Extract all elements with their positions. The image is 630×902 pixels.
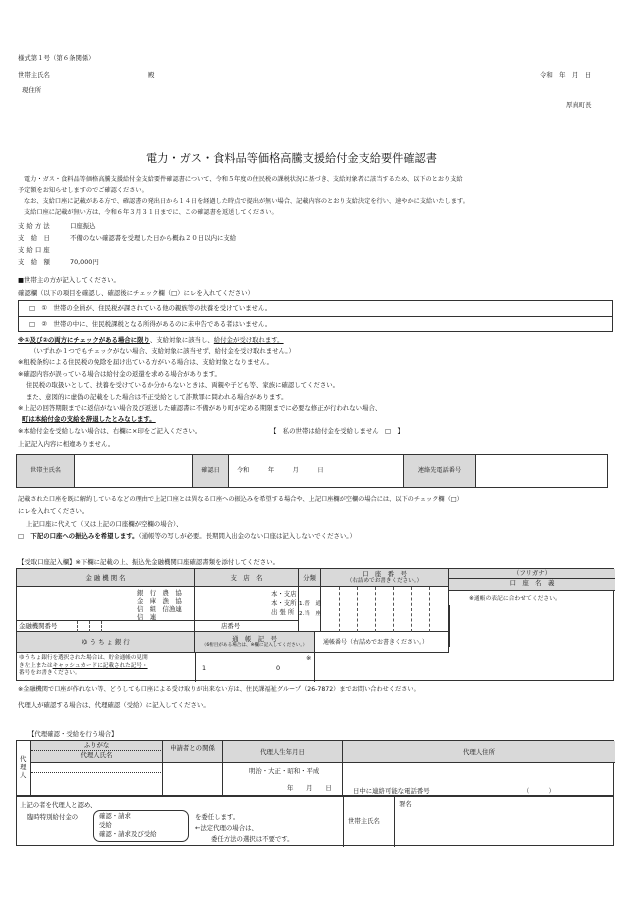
bank-col-branch-text: 支 店 名 (230, 574, 263, 582)
yucho-note (19, 655, 193, 678)
branch-code-row[interactable] (195, 621, 299, 632)
branch-type-3: 出 張 所 (271, 608, 295, 616)
account-change-note: （通帳等の写しが必要。長期間入出金のない口座は記入しないでください。） (138, 532, 356, 540)
payment-account-label: 支 給 口 座 (18, 246, 50, 254)
sign-name-label: 世帯主氏名 (17, 455, 75, 488)
acct-type-2: 2.当 座 (299, 611, 322, 617)
passbook-code-label (195, 632, 315, 653)
holder-field[interactable] (449, 605, 615, 647)
delegate-note-1: ←法定代理の場合は、 (195, 824, 258, 832)
branch-field[interactable] (195, 587, 299, 621)
proxy-heading: 【代理確認・受給を行う場合】 (28, 730, 118, 738)
account-change-4[interactable] (18, 532, 356, 540)
payment-method-value: 口座振込 (70, 222, 96, 230)
acct-type-field[interactable] (299, 587, 321, 632)
proxy-birth (223, 741, 343, 763)
account-change-2: にレを入れてください。 (18, 507, 89, 515)
branch-code-label: 店番号 (221, 622, 241, 630)
household-head-label: 世帯主氏名 (18, 71, 50, 79)
passbook-code-sub: （6桁目がある場合は、※欄に記入してください。） (201, 643, 308, 648)
bank-heading: 【受取口座記入欄】※下欄に記載の上、振込先金融機関口座確認書類を添付してください。 (18, 558, 279, 566)
bank-col-branch (195, 569, 299, 587)
proxy-name-field[interactable] (31, 773, 163, 797)
payment-method-label: 支 給 方 法 (18, 222, 50, 230)
delegate-label: 臨時特別給付金の (27, 813, 79, 821)
bank-type-3: 信 組 信漁連 (137, 605, 182, 613)
proxy-relation (163, 741, 223, 763)
address-label: 現住所 (22, 86, 42, 94)
note-1-bold: ※①及び②の両方にチェックがある場合に限り (18, 336, 150, 344)
issue-date: 令和 年 月 日 (540, 71, 592, 79)
payment-amount-value: 70,000円 (70, 258, 99, 266)
holder-note: ※通帳の表記に合わせてください。 (469, 596, 561, 602)
proxy-side (17, 741, 31, 797)
yucho-label (17, 632, 195, 653)
proxy-birth-field[interactable] (223, 763, 343, 797)
confirm-item-2[interactable]: □ ② 世帯の中に、住民税課税となる所得があるのに未申告である者はいません。 (29, 320, 272, 328)
passbook-code-text: 通 帳 記 号 (232, 635, 277, 643)
bank-code-row[interactable] (17, 621, 195, 632)
yucho-label-text: ゆ う ち ょ 銀 行 (81, 638, 130, 646)
confirm-instruction: 確認欄（以下の項目を確認し、確認後にチェック欄（□）にレを入れてください） (18, 289, 254, 297)
sign-row (16, 454, 608, 488)
bank-type-1: 銀 行 農 協 (137, 589, 182, 597)
bank-col-kana-text: （フリガナ） (512, 569, 552, 577)
bank-code-label: 金融機関番号 (19, 622, 58, 630)
proxy-name (31, 751, 163, 763)
bank-col-acct-text: 口 座 番 号 (362, 570, 407, 578)
delegate-opt-3[interactable]: 確認・請求及び受給 (99, 829, 157, 838)
bank-type-4: 信 連 (137, 613, 157, 621)
proxy-address-field[interactable] (343, 763, 615, 797)
proxy-relation-text: 申請者との関係 (170, 744, 215, 752)
proxy-birth-text: 代理人生年月日 (260, 748, 305, 756)
bank-name-field[interactable] (17, 587, 195, 621)
payment-date-label: 支 給 日 (18, 234, 50, 242)
confirm-box (18, 300, 613, 332)
note-1-end: 給付金が受け取れます。 (213, 336, 284, 344)
delegate-opt-1[interactable]: 確認・請求 (99, 812, 131, 820)
acct-number-field[interactable] (321, 587, 449, 632)
note-9: ※本給付金を受給しない場合は、右欄に×印をご記入ください。 (18, 427, 202, 435)
passbook-star: ※ (306, 654, 312, 662)
yucho-note-3: キャッシュカードに記載された記号・ (52, 662, 148, 669)
branch-type-1: 本・支店 (271, 590, 297, 598)
payment-date-value: 不備のない確認書を受理した日から概ね２０日以内に支給 (70, 234, 237, 242)
bank-col-holder-text: 口 座 名 義 (509, 579, 555, 587)
delegate-intro: 上記の者を代理人と認め、 (20, 801, 97, 809)
yucho-note-2: き左上または (19, 662, 53, 669)
proxy-furigana-text: ふりがな (83, 741, 110, 749)
note-4: ※確認内容が誤っている場合は給付金の返還を求める場合があります。 (18, 370, 221, 378)
bank-col-acct (321, 569, 449, 587)
payment-amount-label: 支 給 額 (18, 258, 50, 266)
proxy-phone-paren: （ ） (523, 787, 555, 795)
confirm-item-1[interactable]: □ ① 世帯の全員が、住民税が課されている他の親族等の扶養を受けていません。 (29, 304, 272, 312)
bank-alt-note: ※金融機関で口座が作れない等、どうしても口座による受け取りが出来ない方は、住民課福祉グループ（26-7872）までお問い合わせください。 (18, 686, 420, 693)
intro-line-4: 支給口座に記載が無い方は、令和６年３月３１日までに、この確認書を返送してください。 (24, 209, 278, 216)
proxy-furigana (31, 741, 163, 751)
intro-line-1: 電力・ガス・食料品等価格高騰支援給付金支給要件確認書について、令和５年度の住民税の課税状況に基づき、支給対象者に該当するため、以下のとおり支給 (24, 176, 463, 183)
intro-line-2: 予定額をお知らせしますのでご確認ください。 (18, 187, 148, 194)
sign-phone-field[interactable] (476, 455, 608, 488)
delegate-signature-field[interactable] (395, 797, 615, 847)
sign-date-label: 確認日 (193, 455, 229, 488)
delegate-opt-2[interactable]: 受給 (99, 820, 112, 829)
passbook-no-text: 通帳番号（右詰めでお書きください。） (323, 639, 429, 646)
yucho-note-4: 番号をお書きください。 (19, 670, 81, 677)
note-5: 住民税の取扱いとして、扶養を受けているか分からないときは、両親や子ども等、家族に確認してください。 (26, 381, 340, 389)
passbook-digit-one: 1 (202, 664, 207, 672)
bank-type-2: 金 庫 漁 協 (137, 597, 182, 605)
proxy-eras: 明治・大正・昭和・平成 (249, 767, 320, 775)
note-1 (18, 336, 284, 344)
bank-col-name-text: 金 融 機 関 名 (85, 574, 126, 582)
delegate-end: を委任します。 (195, 813, 240, 821)
bank-col-kana (449, 569, 615, 579)
sign-date-field[interactable]: 令和 年 月 日 (229, 455, 404, 488)
sign-name-field[interactable] (75, 455, 193, 488)
decline-checkbox[interactable]: 【 私の世帯は給付金を受給しません □ 】 (270, 427, 404, 435)
acct-type-1: 1.普 通 (299, 601, 322, 607)
delegate-note-2: 委任方法の選択は不要です。 (211, 835, 294, 843)
bank-col-holder (449, 579, 615, 591)
note-6: また、意図的に虚偽の記載をした場合は不正受給として詐欺罪に問われる場合があります。 (26, 393, 288, 401)
proxy-address-text: 代理人住所 (463, 748, 495, 756)
passbook-no-field[interactable] (315, 653, 449, 682)
note-3: ※租税条約による住民税の免除を届け出ている方がいる場合は、支給対象となりません。 (18, 358, 273, 366)
delegate-head-name-label (343, 797, 395, 847)
bank-col-name (17, 569, 195, 587)
section-head: ■世帯主の方が記入してください。 (18, 276, 120, 284)
proxy-phone-label: 日中に連絡可能な電話番号 (353, 787, 430, 795)
bank-col-acct-sub: （右詰めでお書きください。） (346, 578, 423, 584)
proxy-side-label: 代理人 (20, 755, 27, 779)
delegation-box (16, 796, 614, 846)
form-number: 様式第１号（第６条関係） (18, 54, 95, 62)
honorific: 殿 (148, 71, 155, 79)
proxy-ymd: 年 月 日 (287, 784, 332, 792)
branch-type-2: 本・支所 (271, 599, 297, 607)
account-change-check[interactable]: □ 下記の口座への振込みを希望します。 (18, 532, 139, 540)
note-10: 上記記入内容に相違ありません。 (18, 440, 115, 448)
passbook-no-label (315, 632, 449, 653)
delegate-head-name-text: 世帯主氏名 (348, 817, 380, 825)
proxy-address (343, 741, 615, 763)
sign-phone-label: 連絡先電話番号 (404, 455, 476, 488)
account-change-1: 記載された口座を既に解約しているなどの理由で上記口座とは異なる口座への振込みを希望する場合や、上記口座欄が空欄の場合には、以下のチェック欄（□） (18, 496, 463, 503)
intro-line-3: なお、支給口座に記載がある方で、確認書の発出日から１４日を経過した時点で提出が無い場合、記載内容のとおり支給決定を行い、速やかに支給いたします。 (24, 198, 469, 205)
note-2: （いずれか１つでもチェックがない場合、支給対象に該当せず、給付金を受け取れません。） (30, 347, 295, 355)
note-7: ※上記の回答期限までに返信がない場合及び返送した確認書に不備があり町が定める期限までに必要な修正が行われない場合、 (18, 404, 382, 412)
proxy-instruction: 代理人が確認する場合は、代理確認（受給）に記入してください。 (18, 701, 210, 709)
note-8: 町は本給付金の支給を辞退したとみなします。 (22, 415, 156, 423)
delegate-signature-label: 署名 (399, 800, 412, 808)
page-title: 電力・ガス・食料品等価格高騰支援給付金支給要件確認書 (146, 152, 437, 165)
passbook-code-field[interactable] (195, 653, 315, 682)
proxy-relation-field[interactable] (163, 763, 223, 797)
proxy-name-text: 代理人氏名 (80, 751, 113, 759)
bank-col-type (299, 569, 321, 587)
yucho-note-1: ゆうちょ銀行を選択された場合は、貯金通帳の見開 (19, 655, 148, 661)
issuer: 厚真町長 (566, 101, 592, 109)
delegate-options[interactable] (93, 810, 189, 842)
bank-col-type-text: 分類 (303, 574, 316, 582)
bank-table (16, 568, 614, 681)
proxy-furigana-field[interactable] (31, 763, 163, 773)
note-1-mid: 、支給対象に該当し、 (149, 336, 214, 344)
account-change-3: 上記口座に代えて（又は上記の口座欄が空欄の場合）、 (26, 520, 183, 528)
passbook-digit-zero: 0 (276, 664, 281, 672)
proxy-table (16, 740, 614, 796)
